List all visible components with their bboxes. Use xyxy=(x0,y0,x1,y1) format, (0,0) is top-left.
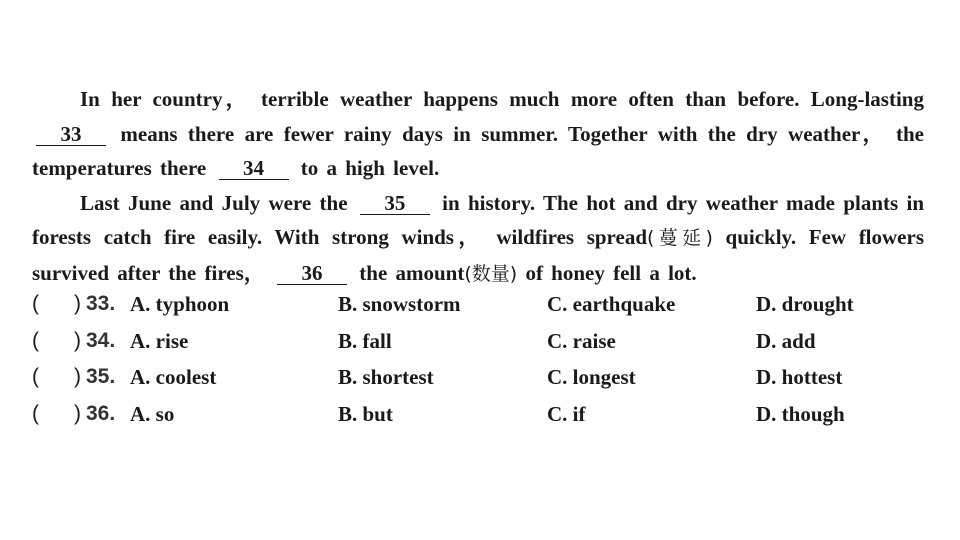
option-b[interactable]: B. but xyxy=(338,401,393,426)
option-c[interactable]: C. raise xyxy=(547,328,616,353)
option-a[interactable]: A. rise xyxy=(130,328,189,353)
passage-text: Last June and July were the xyxy=(80,190,356,215)
answer-slot-close[interactable]: ) xyxy=(74,365,81,388)
paragraph-2 xyxy=(32,186,924,292)
answer-slot-open[interactable]: ( xyxy=(32,365,39,388)
option-d[interactable]: D. though xyxy=(756,401,845,426)
question-number: 36. xyxy=(86,401,116,425)
option-c[interactable]: C. longest xyxy=(547,365,636,389)
question-35 xyxy=(32,363,932,400)
option-a[interactable]: A. so xyxy=(130,401,175,426)
passage-text: in history. The hot and dry weather made plants in forests catch fire easily. With strong winds， wildfires spread xyxy=(32,190,924,249)
passage-text: the amount xyxy=(351,260,465,285)
question-36 xyxy=(32,400,932,437)
answer-slot-open[interactable]: ( xyxy=(32,292,39,315)
option-d[interactable]: D. add xyxy=(756,328,816,353)
option-a[interactable]: A. coolest xyxy=(130,365,217,389)
answer-slot-close[interactable]: ) xyxy=(74,401,81,425)
passage-text: In her country， terrible weather happens much more often than before. Long-lasting xyxy=(80,87,924,111)
passage-text: to a high level. xyxy=(292,156,440,180)
question-number: 35. xyxy=(86,365,116,388)
blank-35[interactable]: 35 xyxy=(360,192,430,215)
option-b[interactable]: B. fall xyxy=(338,328,392,353)
cloze-passage xyxy=(32,82,924,291)
option-d[interactable]: D. drought xyxy=(756,292,854,316)
blank-36[interactable]: 36 xyxy=(277,262,347,285)
gloss-amount: (数量) xyxy=(464,262,518,285)
question-list xyxy=(32,290,932,436)
answer-slot-close[interactable]: ) xyxy=(74,328,81,352)
option-c[interactable]: C. if xyxy=(547,401,586,426)
option-d[interactable]: D. hottest xyxy=(756,365,843,389)
option-a[interactable]: A. typhoon xyxy=(130,292,230,316)
question-number: 34. xyxy=(86,328,116,352)
question-number: 33. xyxy=(86,292,116,315)
question-33 xyxy=(32,290,932,327)
option-b[interactable]: B. shortest xyxy=(338,365,434,389)
passage-text: quickly. Few flowers survived after the fires， xyxy=(32,225,924,285)
answer-slot-open[interactable]: ( xyxy=(32,401,39,425)
passage-text: of honey fell a lot. xyxy=(517,260,697,285)
answer-slot-open[interactable]: ( xyxy=(32,328,39,352)
question-34 xyxy=(32,327,932,364)
paragraph-1 xyxy=(32,82,924,186)
blank-34[interactable]: 34 xyxy=(219,157,289,180)
passage-text: means there are fewer rainy days in summer. Together with the dry weather， the temperatures there xyxy=(32,121,924,180)
option-b[interactable]: B. snowstorm xyxy=(338,292,461,316)
answer-slot-close[interactable]: ) xyxy=(74,292,81,315)
option-c[interactable]: C. earthquake xyxy=(547,292,676,316)
gloss-spread: (蔓延) xyxy=(647,227,713,249)
blank-33[interactable]: 33 xyxy=(36,123,106,146)
